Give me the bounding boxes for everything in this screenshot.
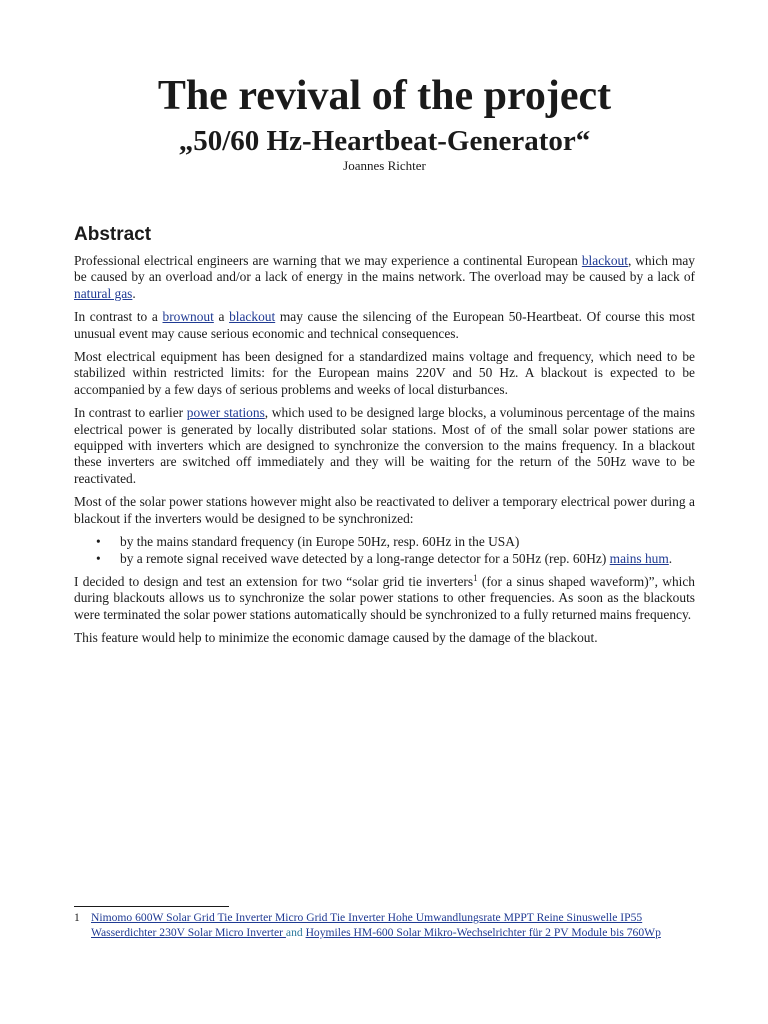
bullet-symbol: • (96, 550, 101, 566)
paragraph-2-text-a: In contrast to a (74, 309, 163, 325)
paragraph-7: This feature would help to minimize the economic damage caused by the damage of the blackout. (74, 630, 598, 646)
footnote-text (91, 911, 695, 940)
paragraph-4 (74, 405, 695, 487)
bullet-item-1-text: by the mains standard frequency (in Europe 50Hz, resp. 60Hz in the USA) (120, 534, 520, 550)
power-stations-link[interactable]: power stations (186, 405, 265, 421)
hoymiles-inverter-link[interactable]: Hoymiles HM-600 Solar Mikro-Wechselrichter für 2 PV Module bis 760Wp (305, 925, 661, 939)
blackout-link-2[interactable]: blackout (229, 309, 276, 325)
paragraph-1-text-c: . (132, 285, 136, 301)
blackout-link[interactable]: blackout (581, 253, 628, 268)
abstract-heading: Abstract (74, 224, 152, 245)
paragraph-2-text-c: may cause the silencing of the European 50-Heartbeat. Of course this most unusual event may cause serious economic and technical consequences. (74, 309, 695, 341)
paragraph-1-text-b: , which may be caused by an overload and/or a lack of energy in the mains network. The overload may be caused by a lack of (74, 253, 696, 285)
footnote-separator (74, 906, 229, 907)
author-name: Joannes Richter (343, 158, 426, 173)
footnote (74, 911, 695, 940)
bullet-item-2-text-b: . (668, 550, 673, 566)
bullet-symbol: • (96, 534, 101, 550)
paragraph-6 (74, 574, 695, 623)
paragraph-4-text-a: In contrast to earlier (74, 405, 187, 421)
document-title: The revival of the project (157, 73, 612, 119)
natural-gas-link[interactable]: natural gas (74, 285, 133, 301)
bullet-item-2-text-a: by a remote signal received wave detected by a long-range detector for a 50Hz (rep. 60Hz) (120, 550, 610, 566)
nimomo-inverter-link[interactable]: Nimomo 600W Solar Grid Tie Inverter Micro Grid Tie Inverter Hohe Umwandlungsrate MPPT Reine Sinuswelle IP55 Wasserdichter 230V Solar Micro Inverter (91, 911, 643, 939)
bullet-list (74, 534, 695, 567)
bullet-item-1 (96, 534, 695, 550)
mains-hum-link[interactable]: mains hum (609, 550, 669, 566)
bullet-item-2 (96, 550, 695, 567)
paragraph-3: Most electrical equipment has been designed for a standardized mains voltage and frequency, which need to be stabilized within restricted limits: for the European mains 220V and 50 Hz. A blackout is expected to be accompanied by a few days of serious problems and weeks of local disturbances. (74, 349, 695, 397)
paragraph-2-text-b: a (213, 309, 230, 325)
brownout-link[interactable]: brownout (162, 309, 214, 325)
paragraph-4-text-b: , which used to be designed large blocks, a voluminous percentage of the mains electrical power is generated by locally distributed solar stations. Most of of the small solar power stations are equipped with inverters which are designed to synchronize the conversion to the mains frequency. In a blackout these inverters are switched off immediately and they will be waiting for the return of the 50Hz wave to be reactivated. (74, 405, 695, 486)
paragraph-5: Most of the solar power stations however might also be reactivated to deliver a temporary electrical power during a blackout if the inverters would be designed to be synchronized: (74, 494, 695, 526)
paragraph-1 (74, 253, 695, 302)
paragraph-6-text-a: I decided to design and test an extension for two “solar grid tie inverters (74, 573, 474, 589)
footnote-and: and (285, 925, 306, 939)
abstract-body (74, 253, 695, 654)
paragraph-1-text-a: Professional electrical engineers are warning that we may experience a continental European (74, 253, 582, 268)
footnote-reference[interactable]: 1 (473, 572, 478, 583)
document-subtitle: „50/60 Hz-Heartbeat-Generator“ (178, 125, 591, 157)
paragraph-2 (74, 309, 695, 342)
paragraph-6-text-b: (for a sinus shaped waveform)”, which during blackouts allows us to synchronize the solar power stations to other frequencies. As soon as the blackouts were terminated the solar power stations automatically should be synchronized to a fully returned mains frequency. (74, 573, 696, 622)
footnote-number: 1 (74, 911, 80, 924)
